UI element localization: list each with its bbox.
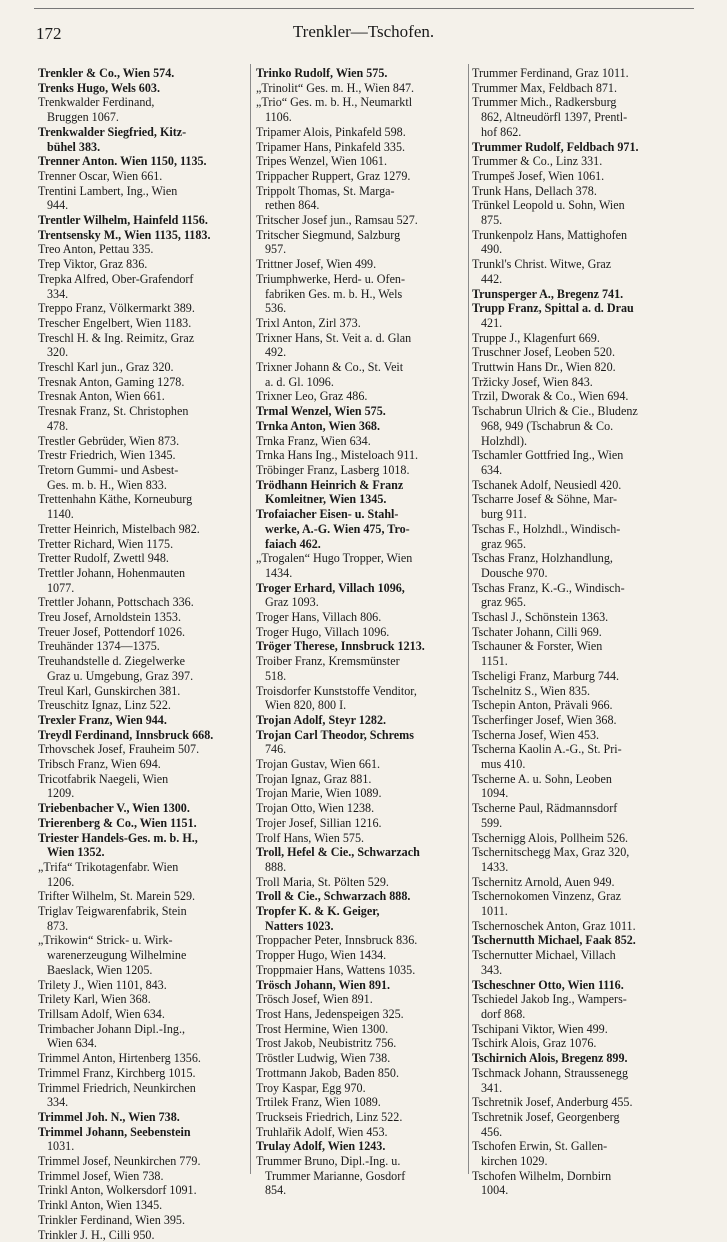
- directory-entry: 957.: [265, 242, 287, 257]
- directory-entry: Tschofen Erwin, St. Gallen-: [472, 1139, 608, 1154]
- directory-entry: Trestr Friedrich, Wien 1345.: [38, 448, 176, 463]
- directory-entry: Trolf Hans, Wien 575.: [256, 830, 365, 845]
- directory-entry: Graz u. Umgebung, Graz 397.: [47, 668, 194, 683]
- directory-entry: Trunkl's Christ. Witwe, Graz: [472, 257, 612, 272]
- directory-entry: Trimmel Josef, Wien 738.: [38, 1168, 164, 1183]
- directory-entry: Trunk Hans, Dellach 378.: [472, 183, 597, 198]
- directory-entry: Trimmel Josef, Neunkirchen 779.: [38, 1154, 201, 1169]
- directory-entry: Tröstler Ludwig, Wien 738.: [256, 1051, 391, 1066]
- directory-entry: Tschmack Johann, Straussenegg: [472, 1065, 629, 1080]
- top-rule: [34, 8, 694, 9]
- directory-entry: Tropper Hugo, Wien 1434.: [256, 948, 387, 963]
- directory-entry: Trummer Max, Feldbach 871.: [472, 80, 618, 95]
- directory-entry: Trestler Gebrüder, Wien 873.: [38, 433, 180, 448]
- directory-entry: Tröbinger Franz, Lasberg 1018.: [256, 462, 410, 477]
- directory-entry: Tschernokomen Vinzenz, Graz: [472, 889, 621, 904]
- directory-entry: Tripamer Alois, Pinkafeld 598.: [256, 124, 406, 139]
- directory-entry: Trojan Adolf, Steyr 1282.: [256, 712, 387, 727]
- directory-entry: 421.: [481, 315, 503, 330]
- directory-entry: Tritscher Josef jun., Ramsau 527.: [256, 213, 418, 228]
- directory-entry: „Trogalen“ Hugo Tropper, Wien: [256, 551, 413, 566]
- directory-entry: Trmal Wenzel, Wien 575.: [256, 404, 386, 419]
- directory-entry: Trentler Wilhelm, Hainfeld 1156.: [38, 213, 208, 228]
- directory-entry: Truppe J., Klagenfurt 669.: [472, 330, 600, 345]
- directory-entry: Tribsch Franz, Wien 694.: [38, 757, 161, 772]
- directory-entry: Trinkl Anton, Wolkersdorf 1091.: [38, 1183, 197, 1198]
- directory-entry: Natters 1023.: [265, 918, 334, 933]
- directory-entry: Tschabrun Ulrich & Cie., Bludenz: [472, 404, 638, 419]
- directory-entry: Trippolt Thomas, St. Marga-: [256, 183, 395, 198]
- directory-entry: Truckseis Friedrich, Linz 522.: [256, 1109, 403, 1124]
- directory-entry: 599.: [481, 815, 503, 830]
- directory-entry: 1077.: [47, 580, 75, 595]
- directory-entry: Trojan Marie, Wien 1089.: [256, 786, 382, 801]
- directory-entry: Komleitner, Wien 1345.: [265, 492, 387, 507]
- directory-entry: Tscherne Paul, Rädmannsdorf: [472, 801, 618, 816]
- directory-entry: Trixner Leo, Graz 486.: [256, 389, 368, 404]
- directory-entry: 1140.: [47, 507, 74, 522]
- directory-entry: 478.: [47, 418, 69, 433]
- directory-entry: Trenner Oscar, Wien 661.: [38, 168, 163, 183]
- directory-entry: Tresnak Anton, Wien 661.: [38, 389, 165, 404]
- directory-entry: Trojan Ignaz, Graz 881.: [256, 771, 372, 786]
- directory-entry: Trofaiacher Eisen- u. Stahl-: [256, 507, 399, 522]
- directory-entry: Troisdorfer Kunststoffe Venditor,: [256, 683, 417, 698]
- directory-entry: 334.: [47, 286, 69, 301]
- directory-entry: dorf 868.: [481, 1007, 526, 1021]
- directory-entry: Trummer Ferdinand, Graz 1011.: [472, 66, 629, 80]
- directory-entry: Trost Jakob, Neubistritz 756.: [256, 1036, 397, 1051]
- directory-entry: Tscherna Josef, Wien 453.: [472, 727, 600, 742]
- directory-entry: Trunkenpolz Hans, Mattighofen: [472, 227, 628, 242]
- directory-entry: Troppacher Peter, Innsbruck 836.: [256, 933, 418, 948]
- directory-entry: Treuhandstelle d. Ziegelwerke: [38, 654, 185, 669]
- directory-entry: Trupp Franz, Spittal a. d. Drau: [472, 301, 634, 316]
- directory-entry: faiach 462.: [265, 536, 321, 551]
- directory-entry: Truschner Josef, Leoben 520.: [472, 345, 615, 360]
- directory-entry: Trexler Franz, Wien 944.: [38, 712, 167, 727]
- directory-entry: Tropfer K. & K. Geiger,: [256, 904, 380, 919]
- page-number: 172: [36, 24, 62, 43]
- directory-entry: Trösch Johann, Wien 891.: [256, 977, 391, 992]
- directory-entry: Tschernitschegg Max, Graz 320,: [472, 845, 630, 860]
- directory-entry: Trippacher Ruppert, Graz 1279.: [256, 168, 411, 183]
- directory-entry: 320.: [47, 345, 69, 360]
- directory-entry: Triester Handels-Ges. m. b. H.,: [38, 830, 198, 845]
- directory-entry: Trojer Josef, Sillian 1216.: [256, 815, 382, 830]
- directory-entry: Tresnak Franz, St. Christophen: [38, 404, 189, 419]
- directory-entry: 854.: [265, 1183, 287, 1198]
- directory-entry: Trettenhahn Käthe, Korneuburg: [38, 492, 193, 507]
- directory-entry: Trenner Anton. Wien 1150, 1135.: [38, 154, 207, 169]
- column-divider: [250, 64, 251, 1174]
- directory-entry: Tröger Therese, Innsbruck 1213.: [256, 639, 425, 654]
- directory-entry: Tschas F., Holzhdl., Windisch-: [472, 521, 621, 536]
- directory-entry: Trzil, Dworak & Co., Wien 694.: [472, 389, 629, 404]
- directory-entry: 492.: [265, 345, 287, 360]
- directory-entry: 341.: [481, 1080, 503, 1095]
- directory-entry: Trimmel Joh. N., Wien 738.: [38, 1109, 180, 1124]
- directory-entry: fabriken Ges. m. b. H., Wels: [265, 286, 403, 301]
- directory-entry: Trumpeš Josef, Wien 1061.: [472, 168, 605, 183]
- directory-entry: Troiber Franz, Kremsmünster: [256, 654, 400, 669]
- directory-entry: Tschiedel Jakob Ing., Wampers-: [472, 992, 627, 1007]
- directory-entry: Treschl H. & Ing. Reimitz, Graz: [38, 330, 195, 345]
- directory-entry: Tschas Franz, K.-G., Windisch-: [472, 580, 625, 595]
- directory-entry: Troy Kaspar, Egg 970.: [256, 1080, 366, 1095]
- directory-entry: 518.: [265, 668, 287, 683]
- directory-entry: Tschernoschek Anton, Graz 1011.: [472, 918, 636, 933]
- directory-entry: Trummer Mich., Radkersburg: [472, 95, 617, 110]
- directory-entry: Baeslack, Wien 1205.: [47, 962, 153, 977]
- directory-entry: Trünkel Leopold u. Sohn, Wien: [472, 198, 625, 213]
- directory-entry: Ges. m. b. H., Wien 833.: [47, 477, 167, 492]
- directory-entry: 490.: [481, 242, 503, 257]
- directory-entry: Tschretnik Josef, Georgenberg: [472, 1109, 620, 1124]
- directory-entry: Tschasl J., Schönstein 1363.: [472, 610, 609, 625]
- directory-entry: Tschirnich Alois, Bregenz 899.: [472, 1051, 628, 1066]
- directory-entry: Tretter Richard, Wien 1175.: [38, 536, 174, 551]
- directory-entry: Trummer Bruno, Dipl.-Ing. u.: [256, 1154, 401, 1169]
- directory-entry: 1094.: [481, 786, 509, 801]
- directory-entry: burg 911.: [481, 507, 527, 522]
- directory-entry: Tscherfinger Josef, Wien 368.: [472, 712, 617, 727]
- directory-entry: Treppo Franz, Völkermarkt 389.: [38, 301, 195, 316]
- directory-entry: Truttwin Hans Dr., Wien 820.: [472, 360, 616, 375]
- directory-entry: Troll & Cie., Schwarzach 888.: [256, 889, 411, 904]
- directory-entry: warenerzeugung Wilhelmine: [47, 948, 187, 963]
- directory-entry: Trummer Rudolf, Feldbach 971.: [472, 139, 639, 154]
- directory-entry: Trenkwalder Ferdinand,: [38, 95, 155, 110]
- directory-entry: „Trikowin“ Strick- u. Wirk-: [38, 933, 173, 948]
- directory-entry: Trimbacher Johann Dipl.-Ing.,: [38, 1021, 186, 1036]
- directory-entry: Tricotfabrik Naegeli, Wien: [38, 771, 169, 786]
- directory-entry: Trixner Johann & Co., St. Veit: [256, 360, 404, 375]
- directory-entry: 1031.: [47, 1139, 75, 1154]
- directory-entry: Trost Hans, Jedenspeigen 325.: [256, 1007, 404, 1021]
- directory-entry: 873.: [47, 918, 69, 933]
- directory-entry: Dousche 970.: [481, 565, 548, 580]
- directory-entry: Tschirk Alois, Graz 1076.: [472, 1036, 597, 1051]
- directory-entry: werke, A.-G. Wien 475, Tro-: [265, 521, 410, 536]
- directory-entry: 1434.: [265, 565, 293, 580]
- directory-entry: Triglav Teigwarenfabrik, Stein: [38, 904, 187, 919]
- directory-entry: Trost Hermine, Wien 1300.: [256, 1021, 389, 1036]
- directory-entry: Trinkl Anton, Wien 1345.: [38, 1198, 163, 1213]
- directory-entry: Trummer & Co., Linz 331.: [472, 154, 603, 169]
- directory-entry: Tscheschner Otto, Wien 1116.: [472, 977, 624, 992]
- directory-entry: Tscheligi Franz, Marburg 744.: [472, 668, 620, 683]
- directory-entry: 334.: [47, 1095, 69, 1110]
- column-3: [472, 66, 690, 1198]
- directory-entry: Troppmaier Hans, Wattens 1035.: [256, 962, 416, 977]
- directory-entry: Tschamler Gottfried Ing., Wien: [472, 448, 624, 463]
- directory-entry: kirchen 1029.: [481, 1154, 548, 1169]
- directory-entry: Tschauner & Forster, Wien: [472, 639, 603, 654]
- directory-entry: Trnka Hans Ing., Misteloach 911.: [256, 448, 419, 463]
- directory-entry: Troll, Hefel & Cie., Schwarzach: [256, 845, 420, 860]
- directory-entry: Tschater Johann, Cilli 969.: [472, 624, 602, 639]
- directory-entry: Trimmel Anton, Hirtenberg 1356.: [38, 1051, 201, 1066]
- directory-entry: Treuhänder 1374—1375.: [38, 639, 160, 654]
- directory-entry: 1151.: [481, 654, 508, 669]
- directory-entry: Trittner Josef, Wien 499.: [256, 257, 377, 272]
- directory-entry: Wien 1352.: [47, 845, 105, 860]
- column-divider: [468, 64, 469, 1174]
- directory-entry: Wien 634.: [47, 1036, 97, 1051]
- directory-entry: mus 410.: [481, 757, 526, 772]
- directory-entry: bühel 383.: [47, 139, 101, 154]
- directory-entry: Treuschitz Ignaz, Linz 522.: [38, 698, 171, 713]
- directory-entry: Tschernigg Alois, Pollheim 526.: [472, 830, 629, 845]
- directory-entry: Treo Anton, Pettau 335.: [38, 242, 154, 257]
- directory-entry: Truhlařik Adolf, Wien 453.: [256, 1124, 388, 1139]
- directory-entry: Tscherna Kaolin A.-G., St. Pri-: [472, 742, 622, 757]
- directory-entry: 862, Altneudörfl 1397, Prentl-: [481, 110, 628, 125]
- directory-entry: Tscharre Josef & Söhne, Mar-: [472, 492, 618, 507]
- directory-entry: Tretter Heinrich, Mistelbach 982.: [38, 521, 200, 536]
- directory-entry: 888.: [265, 859, 287, 874]
- directory-entry: Tripamer Hans, Pinkafeld 335.: [256, 139, 406, 154]
- directory-entry: 1209.: [47, 786, 75, 801]
- column-1: [38, 66, 248, 1242]
- directory-entry: Trunsperger A., Bregenz 741.: [472, 286, 624, 301]
- directory-entry: Trilety Karl, Wien 368.: [38, 992, 151, 1007]
- directory-entry: Triumphwerke, Herd- u. Ofen-: [256, 271, 406, 286]
- directory-entry: Trojan Gustav, Wien 661.: [256, 757, 381, 772]
- directory-entry: „Trinolit“ Ges. m. H., Wien 847.: [256, 80, 415, 95]
- directory-entry: 944.: [47, 198, 69, 213]
- directory-entry: „Trifa“ Trikotagenfabr. Wien: [38, 859, 179, 874]
- directory-entry: Trentsensky M., Wien 1135, 1183.: [38, 227, 211, 242]
- directory-entry: Tschanek Adolf, Neusiedl 420.: [472, 477, 622, 492]
- directory-entry: Trinkler Ferdinand, Wien 395.: [38, 1212, 185, 1227]
- running-head: Trenkler—Tschofen.: [292, 22, 435, 41]
- directory-entry: Triebenbacher V., Wien 1300.: [38, 801, 190, 816]
- directory-entry: Trinko Rudolf, Wien 575.: [256, 66, 388, 80]
- directory-entry: Tritscher Siegmund, Salzburg: [256, 227, 401, 242]
- directory-entry: Trentini Lambert, Ing., Wien: [38, 183, 178, 198]
- directory-entry: Trescher Engelbert, Wien 1183.: [38, 315, 192, 330]
- directory-entry: Graz 1093.: [265, 595, 319, 610]
- directory-entry: Trimmel Friedrich, Neunkirchen: [38, 1080, 196, 1095]
- directory-entry: 1004.: [481, 1183, 509, 1198]
- directory-entry: Trnka Anton, Wien 368.: [256, 418, 380, 433]
- directory-entry: Troger Hugo, Villach 1096.: [256, 624, 390, 639]
- directory-entry: Trnka Franz, Wien 634.: [256, 433, 371, 448]
- directory-entry: Trifter Wilhelm, St. Marein 529.: [38, 889, 196, 904]
- directory-entry: graz 965.: [481, 536, 526, 551]
- directory-entry: Tretorn Gummi- und Asbest-: [38, 462, 179, 477]
- directory-entry: Treuer Josef, Pottendorf 1026.: [38, 624, 186, 639]
- directory-entry: Trierenberg & Co., Wien 1151.: [38, 815, 197, 830]
- directory-entry: 456.: [481, 1124, 503, 1139]
- directory-entry: graz 965.: [481, 595, 526, 610]
- directory-entry: Treul Karl, Gunskirchen 381.: [38, 683, 181, 698]
- directory-entry: Trep Viktor, Graz 836.: [38, 257, 148, 272]
- directory-entry: Trettler Johann, Pottschach 336.: [38, 595, 194, 610]
- directory-entry: Tschipani Viktor, Wien 499.: [472, 1021, 608, 1036]
- directory-entry: 875.: [481, 213, 503, 228]
- directory-entry: Trinkler J. H., Cilli 950.: [38, 1227, 155, 1242]
- directory-entry: Tschelnitz S., Wien 835.: [472, 683, 591, 698]
- directory-entry: Tresnak Anton, Gaming 1278.: [38, 374, 185, 389]
- directory-entry: 536.: [265, 301, 287, 316]
- directory-entry: Tschernutter Michael, Villach: [472, 948, 616, 963]
- directory-entry: Tschas Franz, Holzhandlung,: [472, 551, 613, 566]
- directory-entry: Trummer Marianne, Gosdorf: [265, 1168, 406, 1183]
- directory-entry: Trottmann Jakob, Baden 850.: [256, 1065, 399, 1080]
- directory-entry: Troll Maria, St. Pölten 529.: [256, 874, 389, 889]
- directory-entry: Trettler Johann, Hohenmauten: [38, 565, 186, 580]
- directory-entry: 1106.: [265, 110, 292, 125]
- directory-entry: Trösch Josef, Wien 891.: [256, 992, 373, 1007]
- directory-entry: Tschernutth Michael, Faak 852.: [472, 933, 636, 948]
- directory-entry: Tripes Wenzel, Wien 1061.: [256, 154, 387, 169]
- directory-entry: Trenkwalder Siegfried, Kitz-: [38, 124, 187, 139]
- directory-entry: 1206.: [47, 874, 75, 889]
- directory-entry: hof 862.: [481, 124, 522, 139]
- directory-entry: Trenks Hugo, Wels 603.: [38, 80, 160, 95]
- directory-entry: 442.: [481, 271, 503, 286]
- directory-entry: Tržicky Josef, Wien 843.: [472, 374, 593, 389]
- directory-entry: Trepka Alfred, Ober-Grafendorf: [38, 271, 194, 286]
- directory-entry: Treydl Ferdinand, Innsbruck 668.: [38, 727, 214, 742]
- directory-entry: 634.: [481, 462, 503, 477]
- column-2: [256, 66, 468, 1198]
- directory-entry: Treu Josef, Arnoldstein 1353.: [38, 610, 181, 625]
- directory-entry: Trixner Hans, St. Veit a. d. Glan: [256, 330, 412, 345]
- directory-entry: Trilety J., Wien 1101, 843.: [38, 977, 167, 992]
- directory-entry: Trojan Carl Theodor, Schrems: [256, 727, 414, 742]
- directory-entry: „Trio“ Ges. m. b. H., Neumarktl: [256, 95, 413, 110]
- directory-entry: Trhovschek Josef, Frauheim 507.: [38, 742, 200, 757]
- directory-entry: Treschl Karl jun., Graz 320.: [38, 360, 174, 375]
- directory-entry: Tretter Rudolf, Zwettl 948.: [38, 551, 169, 566]
- directory-entry: Trödhann Heinrich & Franz: [256, 477, 404, 492]
- directory-entry: Bruggen 1067.: [47, 110, 119, 125]
- directory-entry: Trixl Anton, Zirl 373.: [256, 315, 361, 330]
- directory-entry: Trillsam Adolf, Wien 634.: [38, 1007, 165, 1021]
- directory-entry: Troger Hans, Villach 806.: [256, 610, 382, 625]
- directory-entry: Trulay Adolf, Wien 1243.: [256, 1139, 386, 1154]
- directory-entry: Tscherne A. u. Sohn, Leoben: [472, 771, 612, 786]
- directory-entry: rethen 864.: [265, 198, 320, 213]
- directory-entry: Troger Erhard, Villach 1096,: [256, 580, 405, 595]
- directory-entry: 1011.: [481, 904, 508, 919]
- directory-entry: a. d. Gl. 1096.: [265, 374, 334, 389]
- directory-entry: Wien 820, 800 I.: [265, 698, 347, 713]
- directory-entry: Trenkler & Co., Wien 574.: [38, 66, 175, 80]
- directory-entry: 1433.: [481, 859, 509, 874]
- directory-entry: Trimmel Johann, Seebenstein: [38, 1124, 191, 1139]
- directory-entry: 746.: [265, 742, 287, 757]
- directory-entry: Tschernitz Arnold, Auen 949.: [472, 874, 615, 889]
- directory-entry: Trojan Otto, Wien 1238.: [256, 801, 375, 816]
- directory-entry: 968, 949 (Tschabrun & Co.: [481, 418, 614, 433]
- directory-entry: Tschepin Anton, Prävali 966.: [472, 698, 613, 713]
- directory-entry: Trtilek Franz, Wien 1089.: [256, 1095, 381, 1110]
- directory-entry: Tschofen Wilhelm, Dornbirn: [472, 1168, 612, 1183]
- directory-entry: Tschretnik Josef, Anderburg 455.: [472, 1095, 633, 1110]
- directory-entry: Holzhdl).: [481, 433, 528, 448]
- directory-entry: 343.: [481, 962, 503, 977]
- directory-entry: Trimmel Franz, Kirchberg 1015.: [38, 1065, 196, 1080]
